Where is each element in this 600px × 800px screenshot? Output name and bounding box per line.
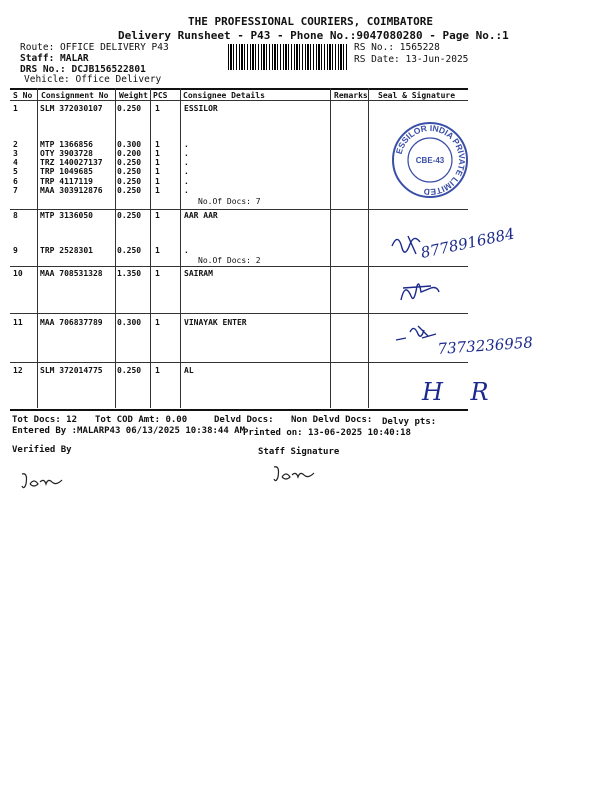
svg-text:8778916884: 8778916884 bbox=[419, 224, 517, 262]
verified-by-label: Verified By bbox=[12, 445, 72, 455]
route-label: Route: OFFICE DELIVERY P43 bbox=[20, 42, 169, 53]
row-12-consignee: AL bbox=[184, 366, 194, 375]
row-1-pcs: 1 bbox=[155, 104, 160, 113]
row-8-sno: 8 bbox=[13, 211, 18, 220]
row-4-cn: TRZ 140027137 bbox=[40, 158, 103, 167]
row-7-consignee: . bbox=[184, 186, 189, 195]
row-5-weight: 0.250 bbox=[117, 167, 142, 176]
col-header-pcs: PCS bbox=[153, 91, 168, 100]
row-8-cn: MTP 3136050 bbox=[40, 211, 93, 220]
delivery-points: Delvy pts: bbox=[382, 417, 437, 427]
row-10-weight: 1.350 bbox=[117, 269, 142, 278]
row-6-pcs: 1 bbox=[155, 177, 160, 186]
barcode bbox=[228, 44, 348, 70]
row-7-cn: MAA 303912876 bbox=[40, 186, 103, 195]
row-12-pcs: 1 bbox=[155, 366, 160, 375]
group-1-doc-count: No.Of Docs: 7 bbox=[198, 197, 261, 206]
row-1-weight: 0.250 bbox=[117, 104, 142, 113]
signature-row-10 bbox=[395, 278, 445, 308]
row-2-consignee: . bbox=[184, 140, 189, 149]
printed-on: Printed on: 13-06-2025 10:40:18 bbox=[243, 428, 411, 438]
row-11-weight: 0.300 bbox=[117, 318, 142, 327]
row-6-cn: TRP 4117119 bbox=[40, 177, 93, 186]
row-12-cn: SLM 372014775 bbox=[40, 366, 103, 375]
row-5-consignee: . bbox=[184, 167, 189, 176]
row-10-cn: MAA 708531328 bbox=[40, 269, 103, 278]
group-2-doc-count: No.Of Docs: 2 bbox=[198, 256, 261, 265]
svg-text:7373236958: 7373236958 bbox=[437, 333, 534, 358]
row-12-weight: 0.250 bbox=[117, 366, 142, 375]
row-7-sno: 7 bbox=[13, 186, 18, 195]
row-10-sno: 10 bbox=[13, 269, 23, 278]
row-8-weight: 0.250 bbox=[117, 211, 142, 220]
staff-label: Staff: MALAR bbox=[20, 53, 89, 64]
col-header-weight: Weight bbox=[119, 91, 148, 100]
company-seal-stamp bbox=[390, 120, 470, 200]
row-12-sno: 12 bbox=[13, 366, 23, 375]
total-cod-amount: Tot COD Amt: 0.00 bbox=[95, 415, 188, 425]
drs-number: DRS No.: DCJB156522801 bbox=[20, 64, 146, 75]
col-header-consignment: Consignment No bbox=[41, 91, 109, 100]
row-2-cn: MTP 1366856 bbox=[40, 140, 93, 149]
row-11-cn: MAA 706837789 bbox=[40, 318, 103, 327]
row-5-cn: TRP 1049685 bbox=[40, 167, 93, 176]
row-9-consignee: . bbox=[184, 246, 189, 255]
row-11-sno: 11 bbox=[13, 318, 23, 327]
row-4-pcs: 1 bbox=[155, 158, 160, 167]
row-2-sno: 2 bbox=[13, 140, 18, 149]
row-9-cn: TRP 2528301 bbox=[40, 246, 93, 255]
verifier-signature bbox=[18, 470, 68, 492]
row-1-cn: SLM 372030107 bbox=[40, 104, 103, 113]
row-6-weight: 0.250 bbox=[117, 177, 142, 186]
row-3-consignee: . bbox=[184, 149, 189, 158]
row-11-consignee: VINAYAK ENTER bbox=[184, 318, 247, 327]
staff-signature-mark bbox=[270, 463, 320, 485]
row-8-consignee: AAR AAR bbox=[184, 211, 218, 220]
row-4-consignee: . bbox=[184, 158, 189, 167]
row-7-weight: 0.250 bbox=[117, 186, 142, 195]
signature-row-11 bbox=[390, 318, 570, 363]
row-5-sno: 5 bbox=[13, 167, 18, 176]
total-docs: Tot Docs: 12 bbox=[12, 415, 78, 425]
svg-text:H R: H R bbox=[422, 378, 499, 406]
row-8-pcs: 1 bbox=[155, 211, 160, 220]
signature-row-12 bbox=[420, 370, 510, 410]
row-6-sno: 6 bbox=[13, 177, 18, 186]
signature-row-8 bbox=[388, 218, 528, 268]
non-delivered-docs: Non Delvd Docs: bbox=[291, 415, 373, 425]
col-header-remarks: Remarks bbox=[334, 91, 368, 100]
row-5-pcs: 1 bbox=[155, 167, 160, 176]
row-10-pcs: 1 bbox=[155, 269, 160, 278]
company-title: THE PROFESSIONAL COURIERS, COIMBATORE bbox=[188, 15, 434, 28]
col-header-consignee: Consignee Details bbox=[183, 91, 265, 100]
row-4-sno: 4 bbox=[13, 158, 18, 167]
row-1-sno: 1 bbox=[13, 104, 18, 113]
runsheet-title: Delivery Runsheet - P43 - Phone No.:9047080280 - Page No.:1 bbox=[118, 29, 509, 42]
row-9-pcs: 1 bbox=[155, 246, 160, 255]
row-7-pcs: 1 bbox=[155, 186, 160, 195]
row-4-weight: 0.250 bbox=[117, 158, 142, 167]
entered-by: Entered By :MALARP43 06/13/2025 10:38:44 AM bbox=[12, 426, 245, 436]
row-11-pcs: 1 bbox=[155, 318, 160, 327]
svg-text:ESSILOR INDIA PRIVATE LIMITED: ESSILOR INDIA PRIVATE LIMITED bbox=[393, 122, 468, 198]
col-header-seal: Seal & Signature bbox=[378, 91, 456, 100]
staff-signature-label: Staff Signature bbox=[258, 447, 340, 457]
row-6-consignee: . bbox=[184, 177, 189, 186]
row-3-cn: OTY 3903728 bbox=[40, 149, 93, 158]
delivered-docs: Delvd Docs: bbox=[214, 415, 274, 425]
row-10-consignee: SAIRAM bbox=[184, 269, 213, 278]
svg-text:CBE-43: CBE-43 bbox=[415, 156, 445, 165]
row-1-consignee: ESSILOR bbox=[184, 104, 218, 113]
rs-number: RS No.: 1565228 bbox=[354, 42, 440, 53]
row-3-weight: 0.200 bbox=[117, 149, 142, 158]
rs-date: RS Date: 13-Jun-2025 bbox=[354, 54, 469, 65]
row-3-pcs: 1 bbox=[155, 149, 160, 158]
vehicle-label: Vehicle: Office Delivery bbox=[24, 74, 162, 85]
row-2-weight: 0.300 bbox=[117, 140, 142, 149]
row-3-sno: 3 bbox=[13, 149, 18, 158]
col-header-sno: S No bbox=[13, 91, 33, 100]
row-9-weight: 0.250 bbox=[117, 246, 142, 255]
row-2-pcs: 1 bbox=[155, 140, 160, 149]
row-9-sno: 9 bbox=[13, 246, 18, 255]
